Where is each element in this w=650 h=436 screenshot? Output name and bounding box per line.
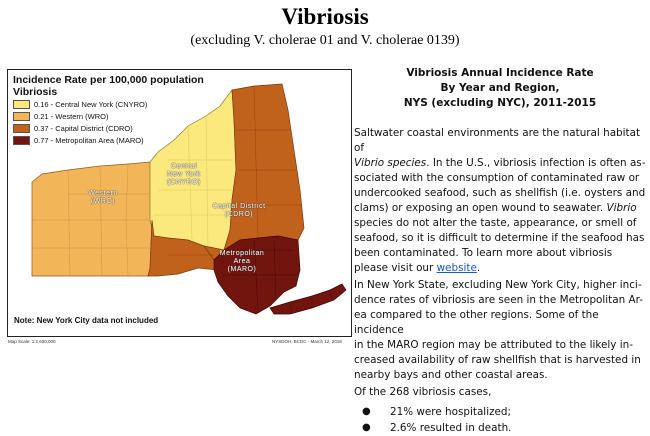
page-subtitle: (excluding V. cholerae 01 and V. cholerae 0139) <box>190 33 460 48</box>
stats-list <box>354 404 646 436</box>
region-label-metro: Metropolitan Area (MARO) <box>219 250 265 273</box>
legend-label: 0.16 - Central New York (CNYRO) <box>34 100 148 109</box>
legend-item-wro <box>13 111 213 122</box>
legend-item-cnyro <box>13 99 213 110</box>
legend-item-maro <box>13 135 213 146</box>
region-western <box>32 162 152 276</box>
legend-swatch <box>13 136 30 145</box>
map-source: NYSDOH, BCDC - March 12, 2018 <box>272 339 342 344</box>
paragraph-habitat: Saltwater coastal environments are the natural habitat of Vibrio species. In the U.S., vibriosis infection is often as- sociated with the consumption of contaminated raw or undercooked seafood, such as shellfish (i.e. oysters and clams) or exposing an open wound to seawater. Vibrio species do not alter the taste, appearance, or smell of seafood, so it is difficult to determine if the seafood has been contaminated. To learn more about vibriosis please visit our website. <box>354 127 646 274</box>
legend-swatch <box>13 112 30 121</box>
map-legend <box>13 74 213 146</box>
bullet-icon: ● <box>362 406 371 417</box>
paragraph-regions: In New York State, excluding New York City, higher inci- dence rates of vibriosis are seen in the Metropolitan Ar- ea compared to the other regions. Some of the incidence in the MARO region may be attributed to the likely in- creased availability of raw shellfish that is harvested in nearby bays and other coastal areas. <box>354 279 643 381</box>
website-link[interactable]: website <box>436 262 477 274</box>
legend-label: 0.21 - Western (WRO) <box>34 112 109 121</box>
legend-label: 0.37 - Capital District (CDRO) <box>34 124 133 133</box>
legend-title: Incidence Rate per 100,000 population <box>13 74 204 86</box>
region-label-western: Western (WRO) <box>88 190 118 205</box>
paragraph-cases: Of the 268 vibriosis cases, <box>354 386 492 398</box>
legend-subtitle: Vibriosis <box>13 86 58 98</box>
map-scale: Map Scale: 1:2,600,000 <box>8 339 56 344</box>
legend-item-cdro <box>13 123 213 134</box>
ny-region-map <box>7 69 352 337</box>
region-label-central: Central New York (CNYRO) <box>167 163 201 186</box>
legend-swatch <box>13 100 30 109</box>
list-item: ● 2.6% resulted in death. <box>362 422 512 434</box>
legend-swatch <box>13 124 30 133</box>
page-title: Vibriosis <box>281 4 369 29</box>
legend-label: 0.77 - Metropolitan Area (MARO) <box>34 136 144 145</box>
bullet-icon: ● <box>362 422 371 433</box>
region-label-capital: Capital District (CDRO) <box>212 203 266 218</box>
list-item: ● 21% were hospitalized; <box>362 406 512 418</box>
map-note: Note: New York City data not included <box>14 316 159 325</box>
info-panel <box>354 66 646 436</box>
info-heading: Vibriosis Annual Incidence Rate By Year and Region, NYS (excluding NYC), 2011-2015 <box>403 67 597 109</box>
